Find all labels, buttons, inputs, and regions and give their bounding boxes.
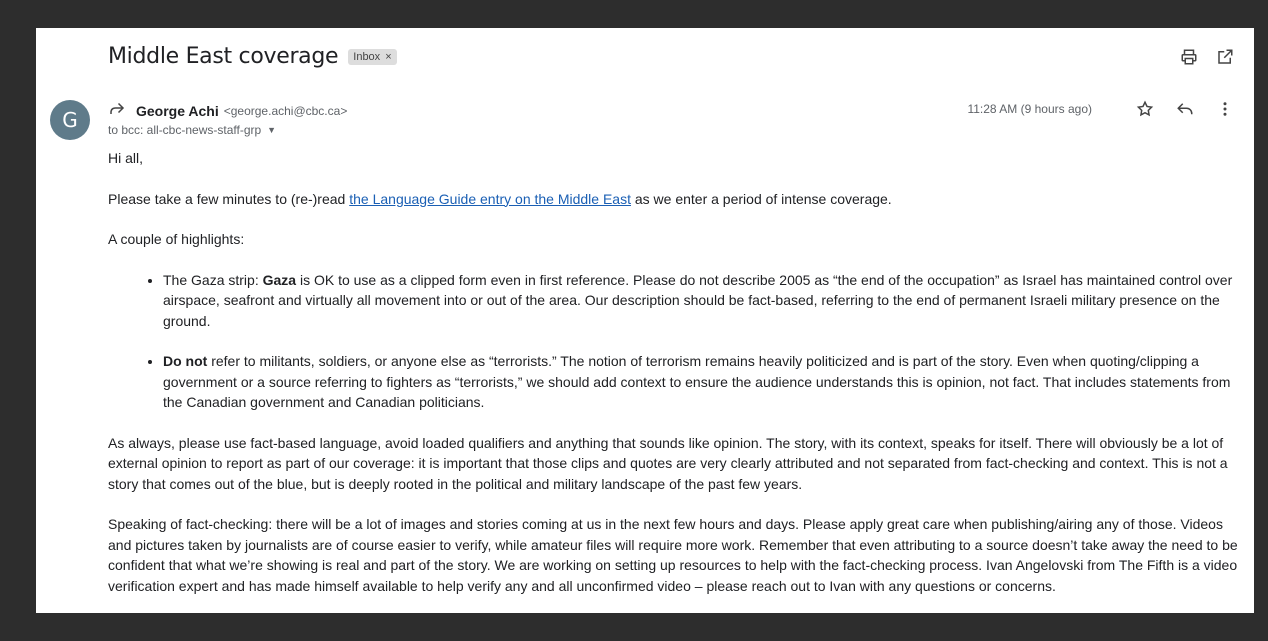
intro-text-before: Please take a few minutes to (re-)read [108,190,350,207]
list-item [163,270,1238,332]
bullet-bold: Do not [163,353,208,369]
sender-name[interactable]: George Achi [136,102,219,119]
bullet-lead: The Gaza strip: [163,271,263,288]
chevron-down-icon[interactable]: ▼ [267,125,277,135]
language-guide-link[interactable]: the Language Guide entry on the Middle East [349,190,631,207]
intro-paragraph [108,189,1238,210]
label-chip-inbox[interactable] [348,49,396,65]
star-icon[interactable] [1136,100,1154,118]
timestamp: 11:28 AM (9 hours ago) [967,102,1092,116]
email-body [108,148,1238,613]
recipients-row [108,123,276,137]
print-icon[interactable] [1180,48,1198,66]
bullet-bold: Gaza [262,271,297,288]
greeting: Hi all, [108,150,144,166]
recipients: to bcc: all-cbc-news-staff-grp [108,123,262,137]
label-chip-text: Inbox [353,50,381,63]
bullet-text: refer to militants, soldiers, or anyone else as “terrorists.” The notion of terrorism remains heavily politicized and is part of the story. Even when quoting/clipping a government or a source referring to fighters as “terrorists,” we should add context to ensure the audience understands this is opinion, not fact. That includes statements from the Canadian government and Canadian politicians. [163,353,1231,410]
sender-row [108,100,347,121]
email-view [36,28,1254,613]
email-subject: Middle East coverage [108,44,339,69]
intro-text-after: as we enter a period of intense coverage. [630,190,892,207]
remove-label-button[interactable]: × [385,50,392,63]
open-in-new-window-icon[interactable] [1216,48,1234,66]
paragraph-as-always: As always, please use fact-based language, avoid loaded qualifiers and anything that sounds like opinion. The story, with its context, speaks for itself. There will obviously be a lot of external opinion to report as part of our coverage: it is important that those clips and quotes are very clearly attributed and not separated from fact-checking and context. This is not a story that comes out of the blue, but is deeply rooted in the political and military landscape of the past few years. [108,434,1228,492]
bullet-text: is OK to use as a clipped form even in first reference. Please do not describe 2005 as “the end of the occupation” as Israel has maintained control over airspace, seafront and virtually all movement into or out of the area. Our description should be fact-based, referring to the end of permanent Israeli military presence on the ground. [163,271,1233,329]
message-actions [967,100,1234,118]
list-item [163,351,1238,413]
reply-icon[interactable] [1176,100,1194,118]
sender-email: <george.achi@cbc.ca> [223,103,348,118]
more-vert-icon[interactable] [1216,100,1234,118]
top-actions [1180,48,1234,66]
subject-row [108,44,397,69]
paragraph-fact-checking: Speaking of fact-checking: there will be a lot of images and stories coming at us in the next few hours and days. Please apply great care when publishing/airing any of those. Videos and pictures taken by journalists are of course easier to verify, while amateur files will require more work. Remember that even attributing to a source doesn’t take away the need to be confident that what we’re showing is real and part of the story. We are working on setting up resources to help with the fact-checking process. Ivan Angelovski from The Fifth is a video verification expert and has made himself available to help verify any and all unconfirmed video – please reach out to Ivan with any questions or concerns. [108,516,1238,594]
highlights-list [108,270,1238,413]
avatar[interactable]: G [50,100,90,140]
forward-icon [108,100,126,121]
highlights-heading: A couple of highlights: [108,231,245,247]
